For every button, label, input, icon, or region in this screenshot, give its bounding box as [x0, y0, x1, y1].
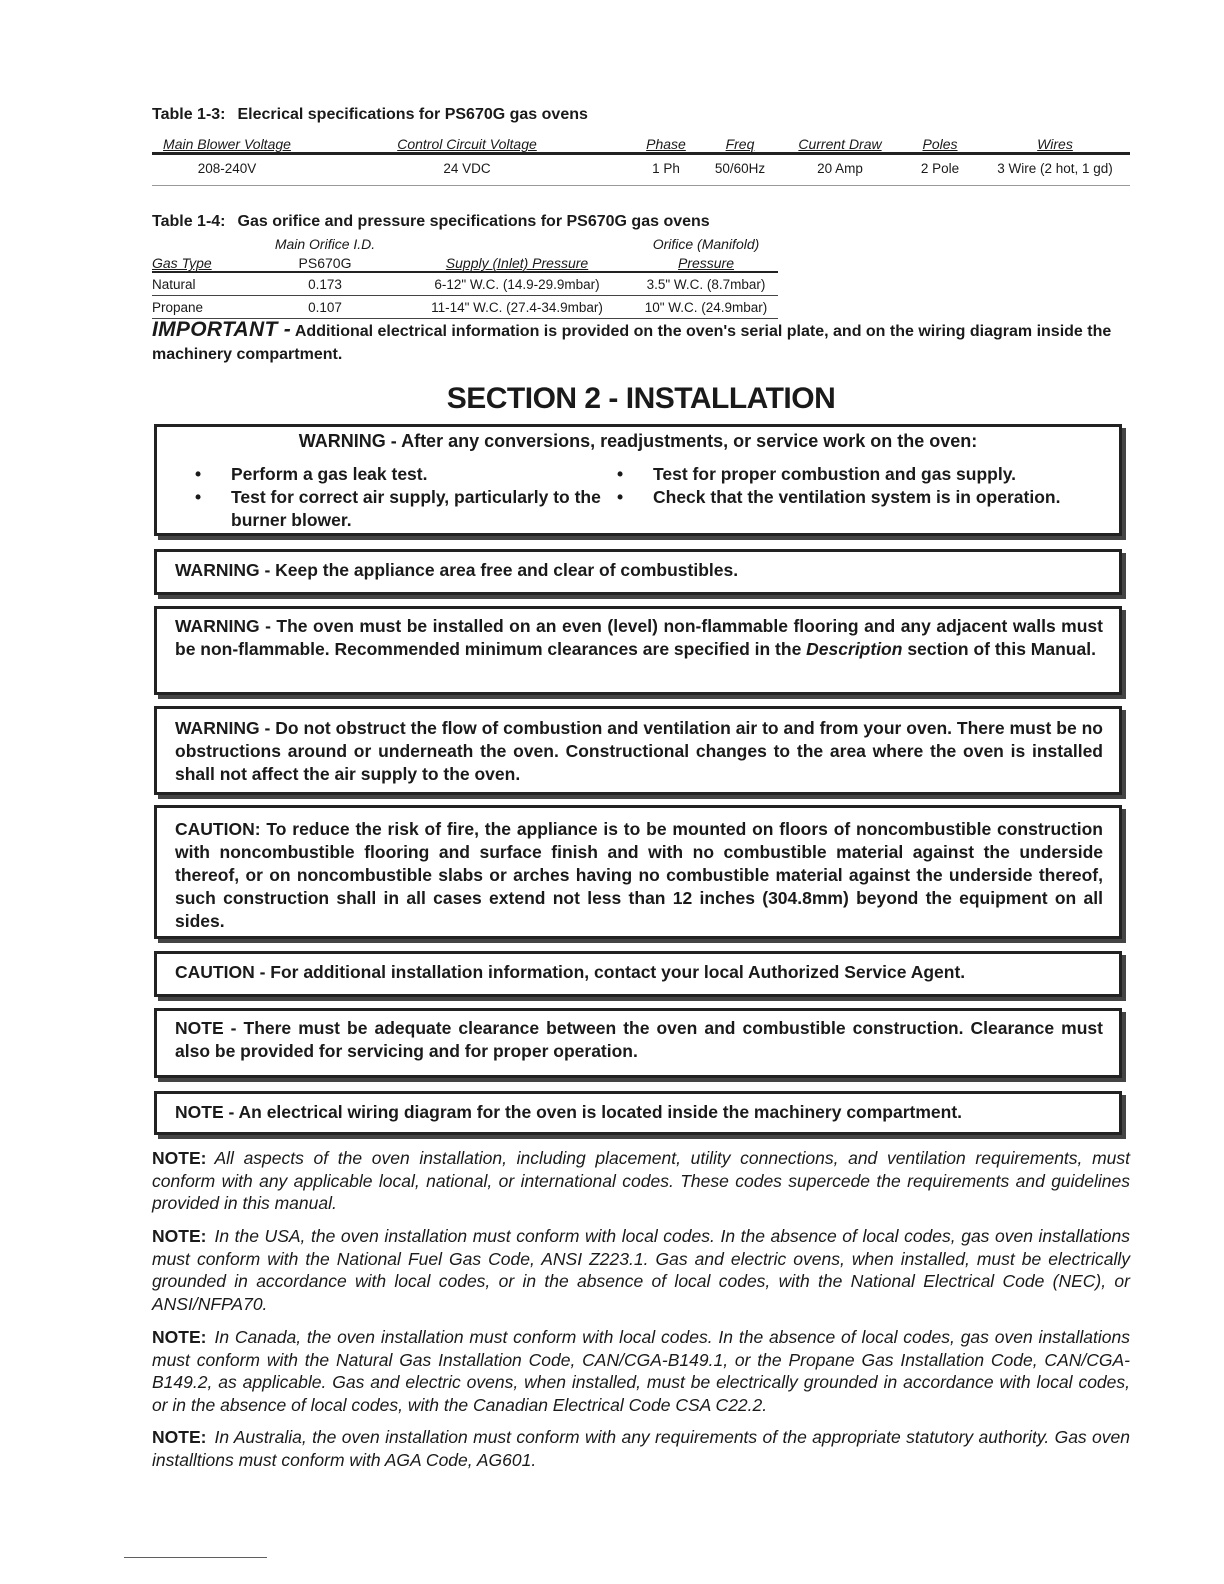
note-paragraph-australia: NOTE: In Australia, the oven installation must conform with any requirements of the appropriate statutory authority. Gas oven installtions must conform with AGA Code, AG601. — [152, 1427, 1130, 1470]
table-row — [152, 155, 1130, 186]
cell-freq: 50/60Hz — [714, 160, 766, 176]
header-model: PS670G — [298, 255, 352, 271]
important-notice: IMPORTANT - Additional electrical information is provided on the oven's serial plate, and on the wiring diagram inside the machinery compartment. — [152, 318, 1112, 363]
header-control-circuit-voltage: Control Circuit Voltage — [397, 136, 537, 152]
list-item: • Check that the ventilation system is in operation. — [617, 486, 1077, 509]
warning-box-airflow: WARNING - Do not obstruct the flow of combustion and ventilation air to and from your oven. There must be no obstructions around or underneath the oven. Constructional changes to the area where the oven is installed shall not affect the air supply to the oven. — [154, 706, 1122, 795]
cell-current-draw: 20 Amp — [817, 160, 863, 176]
warning-title: WARNING - After any conversions, readjustments, or service work on the oven: — [298, 431, 978, 451]
cell-main-blower-voltage: 208-240V — [197, 160, 257, 176]
table-row: Propane 0.107 11-14" W.C. (27.4-34.9mbar) 10" W.C. (24.9mbar) — [152, 296, 778, 319]
list-item: • Test for correct air supply, particularly to the burner blower. — [195, 486, 617, 532]
cell-control-circuit-voltage: 24 VDC — [443, 160, 491, 176]
list-item: • Test for proper combustion and gas supply. — [617, 463, 1077, 486]
header-supply-pressure: Supply (Inlet) Pressure — [445, 255, 589, 271]
cell-wires: 3 Wire (2 hot, 1 gd) — [997, 160, 1113, 176]
warning-bullets — [157, 463, 1119, 532]
note-paragraph-usa: NOTE: In the USA, the oven installation must conform with local codes. In the absence of local codes, gas oven installations must conform with the National Fuel Gas Code, ANSI Z223.1. Gas and electric ovens, when installed, must be electrically grounded in accordance with local codes, or in the absence of local codes, with the National Electrical Code (NEC), or ANSI/NFPA70. — [152, 1226, 1130, 1314]
table-1-4-caption: Table 1-4: Gas orifice and pressure specifications for PS670G gas ovens — [152, 213, 710, 230]
header-freq: Freq — [725, 136, 755, 152]
cell-poles: 2 Pole — [920, 160, 960, 176]
warning-box-flooring: WARNING - The oven must be installed on an even (level) non-flammable flooring and any adjacent walls must be non-flammable. Recommended minimum clearances are specified in the Description section of this Manual. — [154, 606, 1122, 695]
warning-box-after-service — [154, 424, 1122, 536]
cell-phase: 1 Ph — [652, 160, 680, 176]
header-poles: Poles — [922, 136, 958, 152]
warning-box-combustibles: WARNING - Keep the appliance area free and clear of combustibles. — [154, 549, 1122, 595]
note-paragraph-general: NOTE: All aspects of the oven installation, including placement, utility connections, and ventilation requirements, must conform with any applicable local, national, or international codes. These codes supercede the requirements and guidelines provided in this manual. — [152, 1148, 1130, 1213]
list-item: • Perform a gas leak test. — [195, 463, 617, 486]
note-box-clearance: NOTE - There must be adequate clearance between the oven and combustible construction. Clearance must also be provided for servicing and for proper operation. — [154, 1008, 1122, 1078]
note-box-wiring-diagram: NOTE - An electrical wiring diagram for the oven is located inside the machinery compartment. — [154, 1091, 1122, 1135]
caution-box-fire-risk: CAUTION: To reduce the risk of fire, the appliance is to be mounted on floors of noncombustible construction with noncombustible flooring and surface finish and with no combustible material against the underside thereof, or on noncombustible slabs or arches having no combustible material against the underside thereof, such construction shall in all cases extend not less than 12 inches (304.8mm) beyond the equipment on all sides. — [154, 805, 1122, 939]
note-paragraph-canada: NOTE: In Canada, the oven installation must conform with local codes. In the absence of local codes, gas oven installations must conform with the Natural Gas Installation Code, CAN/CGA-B149.1, or the Propane Gas Installation Code, CAN/CGA-B149.2, as applicable. Gas and electric ovens, when installed, must be electrically grounded in accordance with local codes, or in the absence of local codes, with the Canadian Electrical Code CSA C22.2. — [152, 1327, 1130, 1415]
caution-box-service-agent: CAUTION - For additional installation information, contact your local Authorized Service Agent. — [154, 951, 1122, 997]
header-wires: Wires — [1037, 136, 1073, 152]
table-header-row — [152, 132, 1130, 155]
table-1-4 — [152, 236, 778, 319]
table-1-3 — [152, 132, 1130, 186]
header-main-blower-voltage: Main Blower Voltage — [163, 136, 291, 152]
footer-rule — [124, 1557, 267, 1558]
table-header-row-top — [152, 236, 778, 252]
header-main-orifice: Main Orifice I.D. — [274, 236, 376, 252]
header-pressure: Pressure — [677, 255, 735, 271]
header-orifice-manifold: Orifice (Manifold) — [652, 236, 760, 252]
header-gas-type: Gas Type — [152, 255, 212, 271]
section-title: SECTION 2 - INSTALLATION — [446, 382, 836, 415]
header-phase: Phase — [646, 136, 686, 152]
table-row: Natural 0.173 6-12" W.C. (14.9-29.9mbar) 3.5" W.C. (8.7mbar) — [152, 273, 778, 296]
table-1-3-caption: Table 1-3: Elecrical specifications for PS670G gas ovens — [152, 106, 588, 123]
table-header-row-bottom — [152, 252, 778, 273]
header-current-draw: Current Draw — [798, 136, 882, 152]
